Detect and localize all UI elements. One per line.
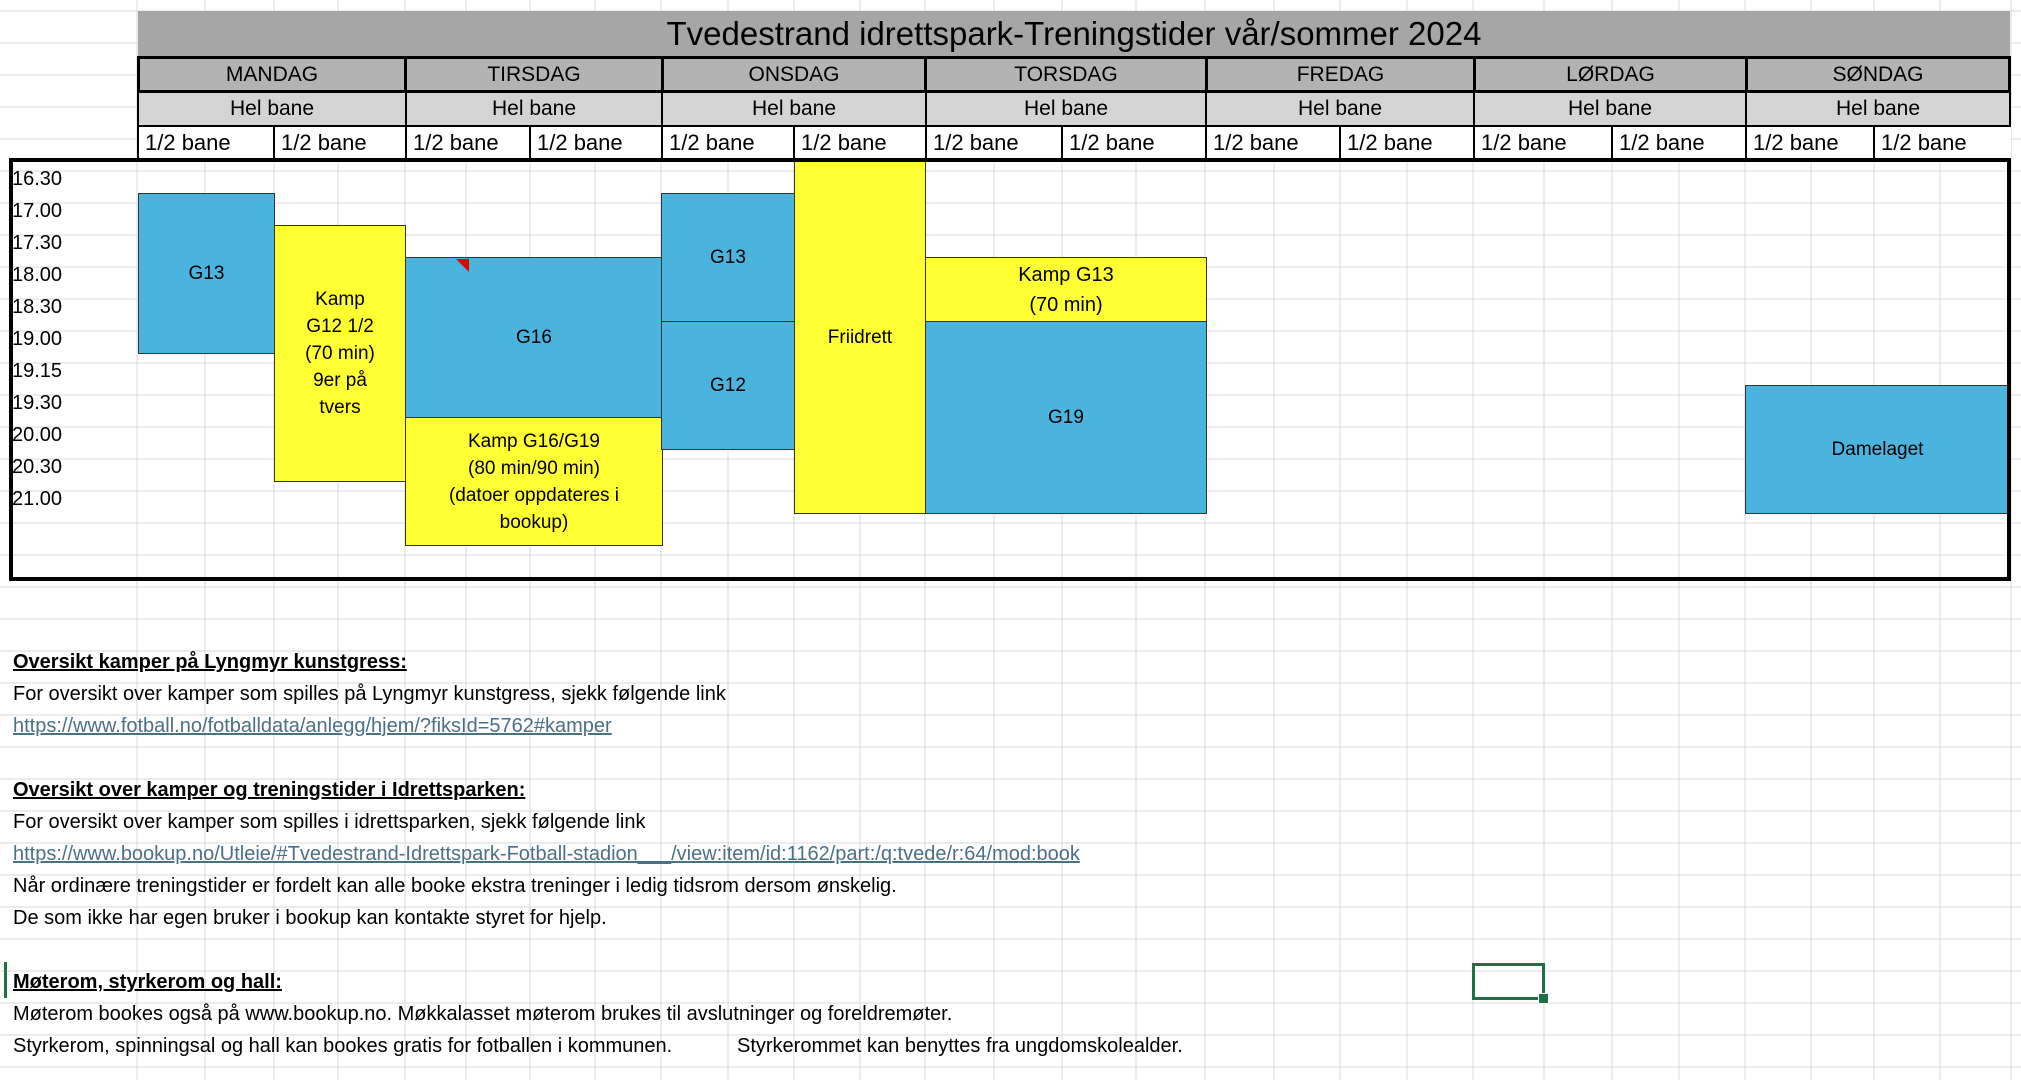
full-field-tirsdag[interactable]: Hel bane (405, 93, 663, 127)
block-mandag-g13[interactable] (138, 193, 275, 354)
half-field-tirsdag-b[interactable]: 1/2 bane (530, 127, 663, 158)
park-text[interactable]: For oversikt over kamper som spilles i idrettsparken, sjekk følgende link (13, 811, 646, 833)
full-field-mandag[interactable]: Hel bane (137, 93, 407, 127)
block-label: Damelaget (1831, 439, 1924, 460)
lyngmyr-heading[interactable]: Oversikt kamper på Lyngmyr kunstgress: (13, 651, 407, 673)
block-label: Kamp G16/G19 (80 min/90 min) (datoer oppdateres i bookup) (448, 430, 620, 533)
time-label[interactable]: 19.30 (12, 392, 63, 414)
block-label: G19 (1048, 407, 1084, 428)
day-header-sondag[interactable]: SØNDAG (1745, 56, 2011, 93)
comment-indicator-icon[interactable] (456, 259, 469, 272)
half-field-mandag-b[interactable]: 1/2 bane (274, 127, 406, 158)
block-label: Kamp G12 1/2 (70 min) 9er på tvers (305, 289, 375, 418)
half-field-torsdag-a[interactable]: 1/2 bane (925, 127, 1063, 158)
time-label[interactable]: 20.00 (12, 424, 63, 446)
block-label: G13 (188, 263, 225, 284)
time-label[interactable]: 18.00 (12, 264, 63, 286)
half-field-mandag-a[interactable]: 1/2 bane (137, 127, 275, 158)
active-row-indicator (4, 962, 7, 998)
park-link[interactable]: https://www.bookup.no/Utleie/#Tvedestrand-Idrettspark-Fotball-stadion___/view:item/id:1162/part:/q:tvede/r:64/mod:book (13, 843, 1080, 865)
selected-cell[interactable] (1472, 963, 1545, 1000)
full-field-lordag[interactable]: Hel bane (1473, 93, 1747, 127)
full-field-sondag[interactable]: Hel bane (1745, 93, 2011, 127)
lyngmyr-link[interactable]: https://www.fotball.no/fotballdata/anlegg/hjem/?fiksId=5762#kamper (13, 715, 612, 737)
day-header-fredag[interactable]: FREDAG (1205, 56, 1476, 93)
room-text-2b[interactable]: Styrkerommet kan benyttes fra ungdomskolealder. (737, 1035, 1183, 1057)
day-header-mandag[interactable]: MANDAG (137, 56, 407, 93)
day-header-tirsdag[interactable]: TIRSDAG (404, 56, 664, 93)
time-label[interactable]: 16.30 (12, 168, 63, 190)
half-field-onsdag-a[interactable]: 1/2 bane (661, 127, 795, 158)
day-header-torsdag[interactable]: TORSDAG (924, 56, 1208, 93)
block-label: G12 (710, 375, 746, 396)
day-header-lordag[interactable]: LØRDAG (1473, 56, 1748, 93)
block-mandag-kamp-g12[interactable] (274, 225, 406, 482)
time-label[interactable]: 21.00 (12, 488, 63, 510)
block-onsdag-g13[interactable] (661, 193, 795, 322)
half-field-sondag-a[interactable]: 1/2 bane (1745, 127, 1875, 158)
half-field-lordag-b[interactable]: 1/2 bane (1612, 127, 1747, 158)
page-title: Tvedestrand idrettspark-Treningstider vår/sommer 2024 (138, 11, 2010, 56)
time-label[interactable]: 18.30 (12, 296, 63, 318)
lyngmyr-text[interactable]: For oversikt over kamper som spilles på Lyngmyr kunstgress, sjekk følgende link (13, 683, 726, 705)
time-label[interactable]: 19.15 (12, 360, 63, 382)
time-label[interactable]: 20.30 (12, 456, 63, 478)
half-field-onsdag-b[interactable]: 1/2 bane (794, 127, 926, 158)
block-onsdag-friidrett[interactable] (794, 161, 926, 514)
park-extra-1[interactable]: Når ordinære treningstider er fordelt kan alle booke ekstra treninger i ledig tidsrom dersom ønskelig. (13, 875, 897, 897)
full-field-onsdag[interactable]: Hel bane (661, 93, 927, 127)
park-extra-2[interactable]: De som ikke har egen bruker i bookup kan kontakte styret for hjelp. (13, 907, 607, 929)
block-torsdag-g19[interactable] (925, 321, 1207, 514)
block-label: G13 (710, 247, 746, 268)
day-header-onsdag[interactable]: ONSDAG (661, 56, 927, 93)
half-field-fredag-a[interactable]: 1/2 bane (1205, 127, 1341, 158)
half-field-torsdag-b[interactable]: 1/2 bane (1062, 127, 1207, 158)
half-field-fredag-b[interactable]: 1/2 bane (1340, 127, 1475, 158)
block-sondag-damelaget[interactable] (1745, 385, 2010, 514)
full-field-torsdag[interactable]: Hel bane (925, 93, 1207, 127)
half-field-tirsdag-a[interactable]: 1/2 bane (405, 127, 531, 158)
time-label[interactable]: 19.00 (12, 328, 63, 350)
room-text-2a[interactable]: Styrkerom, spinningsal og hall kan bookes gratis for fotballen i kommunen. (13, 1035, 673, 1057)
fill-handle[interactable] (1538, 993, 1549, 1004)
room-heading[interactable]: Møterom, styrkerom og hall: (13, 971, 282, 993)
block-tirsdag-g16[interactable] (405, 257, 663, 418)
half-field-sondag-b[interactable]: 1/2 bane (1874, 127, 2011, 158)
full-field-fredag[interactable]: Hel bane (1205, 93, 1475, 127)
park-heading[interactable]: Oversikt over kamper og treningstider i Idrettsparken: (13, 779, 526, 801)
half-field-lordag-a[interactable]: 1/2 bane (1473, 127, 1613, 158)
time-label[interactable]: 17.00 (12, 200, 63, 222)
block-label: Kamp G13 (70 min) (1018, 263, 1114, 316)
time-label[interactable]: 17.30 (12, 232, 63, 254)
block-torsdag-kamp-g13[interactable] (925, 257, 1207, 322)
block-tirsdag-kamp-g16-g19[interactable] (405, 417, 663, 546)
room-text-1[interactable]: Møterom bookes også på www.bookup.no. Møkkalasset møterom brukes til avslutninger og foreldremøter. (13, 1003, 953, 1025)
block-label: Friidrett (827, 327, 893, 348)
block-label: G16 (516, 327, 552, 348)
block-onsdag-g12[interactable] (661, 321, 795, 450)
